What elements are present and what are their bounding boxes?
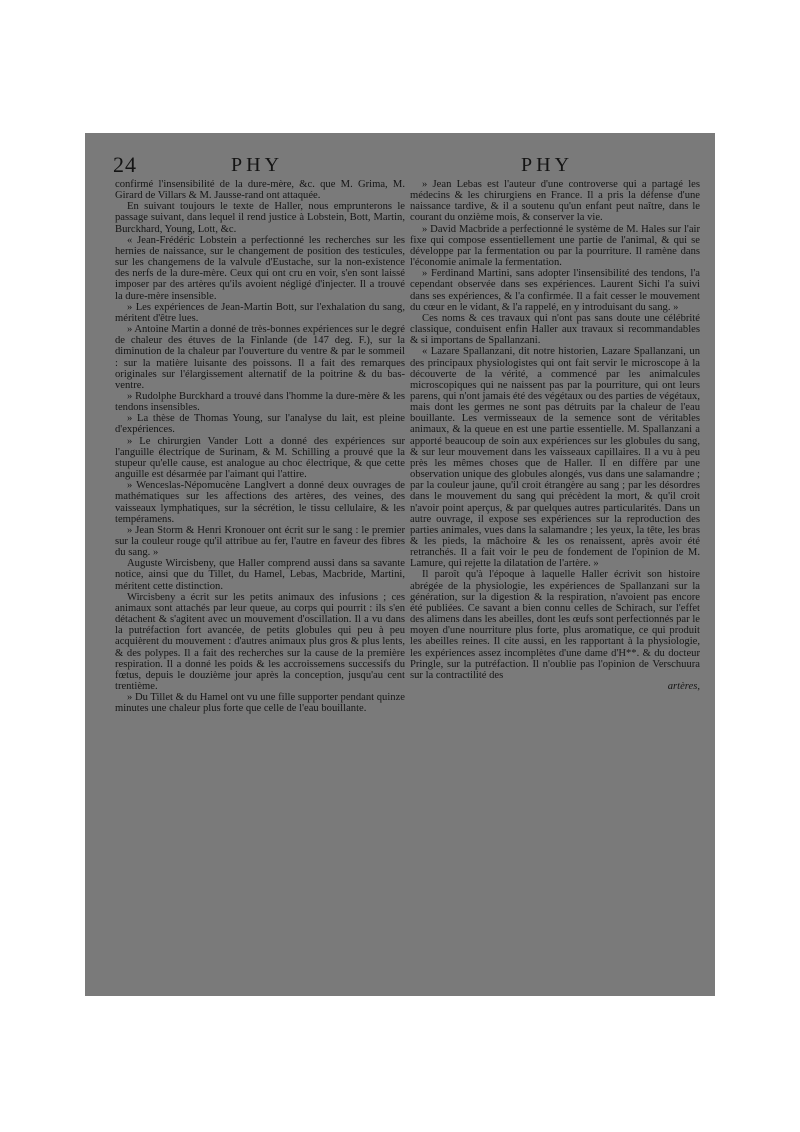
book-page bbox=[85, 133, 715, 996]
paragraph: confirmé l'insensibilité de la dure-mère, &c. que M. Grima, M. Girard de Villars & M. Jausse-rand ont attaquée. bbox=[115, 179, 405, 202]
paragraph: » La thèse de Thomas Young, sur l'analyse du lait, est pleine d'expériences. bbox=[115, 413, 405, 436]
paragraph: » Du Tillet & du Hamel ont vu une fille supporter pendant quinze minutes une chaleur plus forte que celle de l'eau bouillante. bbox=[115, 692, 405, 715]
paragraph: » Antoine Martin a donné de très-bonnes expériences sur le degré de chaleur des étuves de la Finlande (de 147 deg. F.), sur la diminution de la chaleur par l'ouverture du ventre & par le sommeil : sur la matière luisante des poissons. Il a fait des remarques originales sur l'élargissement alternatif de la poitrine & du bas-ventre. bbox=[115, 324, 405, 391]
paragraph: Ces noms & ces travaux qui n'ont pas sans doute une célébrité classique, conduisent enfin Haller aux travaux si recommandables & si importans de Spallanzani. bbox=[410, 312, 700, 347]
paragraph: En suivant toujours le texte de Haller, nous emprunterons le passage suivant, dans lequel il rend justice à Lobstein, Bott, Martin, Burckhard, Young, Lott, &c. bbox=[115, 201, 405, 235]
paragraph: Wircisbeny a écrit sur les petits animaux des infusions ; ces animaux sont attachés par leur queue, au corps qui pourrit : ils s'en détachent & s'agitent avec un mouvement d'oscillation. Il a vu dans la putréfaction fort avancée, de petits globules qui peu à peu acquièrent du mouvement : d'autres animaux plus gros & plus lents, & des polypes. Il a fait des recherches sur la cause de la première respiration. Il a donné les poids & les accroissemens successifs du fœtus, depuis le douzième jour après la conception, jusqu'au cent trentième. bbox=[115, 591, 405, 693]
paragraph: » Wenceslas-Népomucène Langlvert a donné deux ouvrages de mathématiques sur les affections des artères, des veines, des vaisseaux lymphatiques, sur la sécrétion, le tissu cellulaire, & les tempéramens. bbox=[115, 480, 405, 525]
paragraph: » David Macbride a perfectionné le système de M. Hales sur l'air fixe qui compose essentiellement une partie de l'animal, & qui se développe par la fermentation ou par la pourriture. Il ramène dans l'économie animale la fermentation. bbox=[410, 223, 700, 269]
page-number: 24 bbox=[113, 152, 137, 177]
paragraph: Il paroît qu'à l'époque à laquelle Haller écrivit son histoire abrégée de la physiologie, les expériences de Spallanzani sur la génération, sur la digestion & la respiration, n'avoient pas encore été publiées. Ce savant a bien connu celles de Schirach, sur l'effet des alimens dans les abeilles, dont les œufs sont perfectionnés par le moyen d'une nourriture plus forte, plus aromatique, ce qui produit les abeilles reines. Il cite aussi, en les rapportant à la physiologie, les expériences assez incomplètes d'une dame d'H**. & du docteur Pringle, sur la putréfaction. Il n'oublie pas l'opinion de Verschuura sur la contractilité des bbox=[410, 569, 700, 681]
catchword: artères, bbox=[667, 681, 700, 693]
paragraph: » Jean Lebas est l'auteur d'une controverse qui a partagé les médecins & les chirurgiens en France. Il a pris la défense d'une naissance tardive, & il a soutenu qu'un enfant peut naître, dans le courant du onzième mois, & conserver la vie. bbox=[410, 179, 700, 224]
paragraph: « Lazare Spallanzani, dit notre historien, Lazare Spallanzani, un des principaux physiologistes qui ont fait servir le microscope à la découverte de la vérité, a commencé par les animalcules microscopiques qui ne naissent pas par la pourriture, qui ont leurs parens, qui n'ont jamais été des végétaux ou des parties de végétaux, mais dont les germes ne sont pas détruits par la chaleur de l'eau bouillante. Les vermisseaux de la semence sont de véritables animaux, & la queue en est une partie essentielle. M. Spallanzani a apporté beaucoup de soin aux expériences sur les globules du sang, & sur leur mouvement dans les vaisseaux capillaires. Il a vu à peu près les mêmes choses que de Haller. Il en diffère par une observation unique des globules alongés, vus dans une salamandre ; par la couleur jaune, qu'il croit étrangère au sang ; par les désordres dans le mouvement du sang qui précèdent la mort, & qu'il croit n'avoir point aperçus, & par quelques autres particularités. Dans un autre ouvrage, il expose ses expériences sur la reproduction des parties animales, vues dans la salamandre ; les yeux, la tête, les bras & les pieds, la mâchoire & les os renaissent, après avoir été retranchés. Il a fait voir le peu de fondement de l'opinion de M. Lamure, qui rejette la dilatation de l'artère. » bbox=[410, 346, 700, 570]
paragraph: » Les expériences de Jean-Martin Bott, sur l'exhalation du sang, méritent d'être lues. bbox=[115, 301, 405, 324]
paragraph: » Rudolphe Burckhard a trouvé dans l'homme la dure-mère & les tendons insensibles. bbox=[115, 390, 405, 414]
paragraph: Auguste Wircisbeny, que Haller comprend aussi dans sa savante notice, ainsi que du Tillet, du Hamel, Lebas, Macbride, Martini, méritent cette distinction. bbox=[115, 558, 405, 592]
running-head-right: PHY bbox=[521, 154, 574, 176]
right-column bbox=[410, 179, 700, 692]
running-head-left: PHY bbox=[231, 154, 284, 176]
paragraph: « Jean-Frédéric Lobstein a perfectionné les recherches sur les hernies de naissance, sur le changement de position des testicules, sur les changemens de la valvule d'Eustache, sur la non-existence des nerfs de la dure-mère. Ceux qui ont cru en voir, s'en sont laissé imposer par des artères qu'ils avoient négligé d'injecter. Il a trouvé la dure-mère insensible. bbox=[115, 234, 405, 302]
left-column bbox=[115, 179, 405, 715]
paragraph: » Ferdinand Martini, sans adopter l'insensibilité des tendons, l'a cependant observée dans ses expériences. Laurent Sichi l'a suivi dans ses expériences, & l'a confirmée. Il a fait cesser le mouvement du cœur en le vidant, & l'a rappelé, en y introduisant du sang. » bbox=[410, 268, 700, 313]
paragraph: » Jean Storm & Henri Kronouer ont écrit sur le sang : le premier sur la couleur rouge qu'il attribue au fer, l'autre en faveur des fibres du sang. » bbox=[115, 524, 405, 559]
paragraph: » Le chirurgien Vander Lott a donné des expériences sur l'anguille électrique de Surinam, & M. Schilling a prouvé que la stupeur qu'elle cause, est analogue au choc électrique, & que cette anguille est désarmée par l'aimant qui l'attire. bbox=[115, 435, 405, 481]
